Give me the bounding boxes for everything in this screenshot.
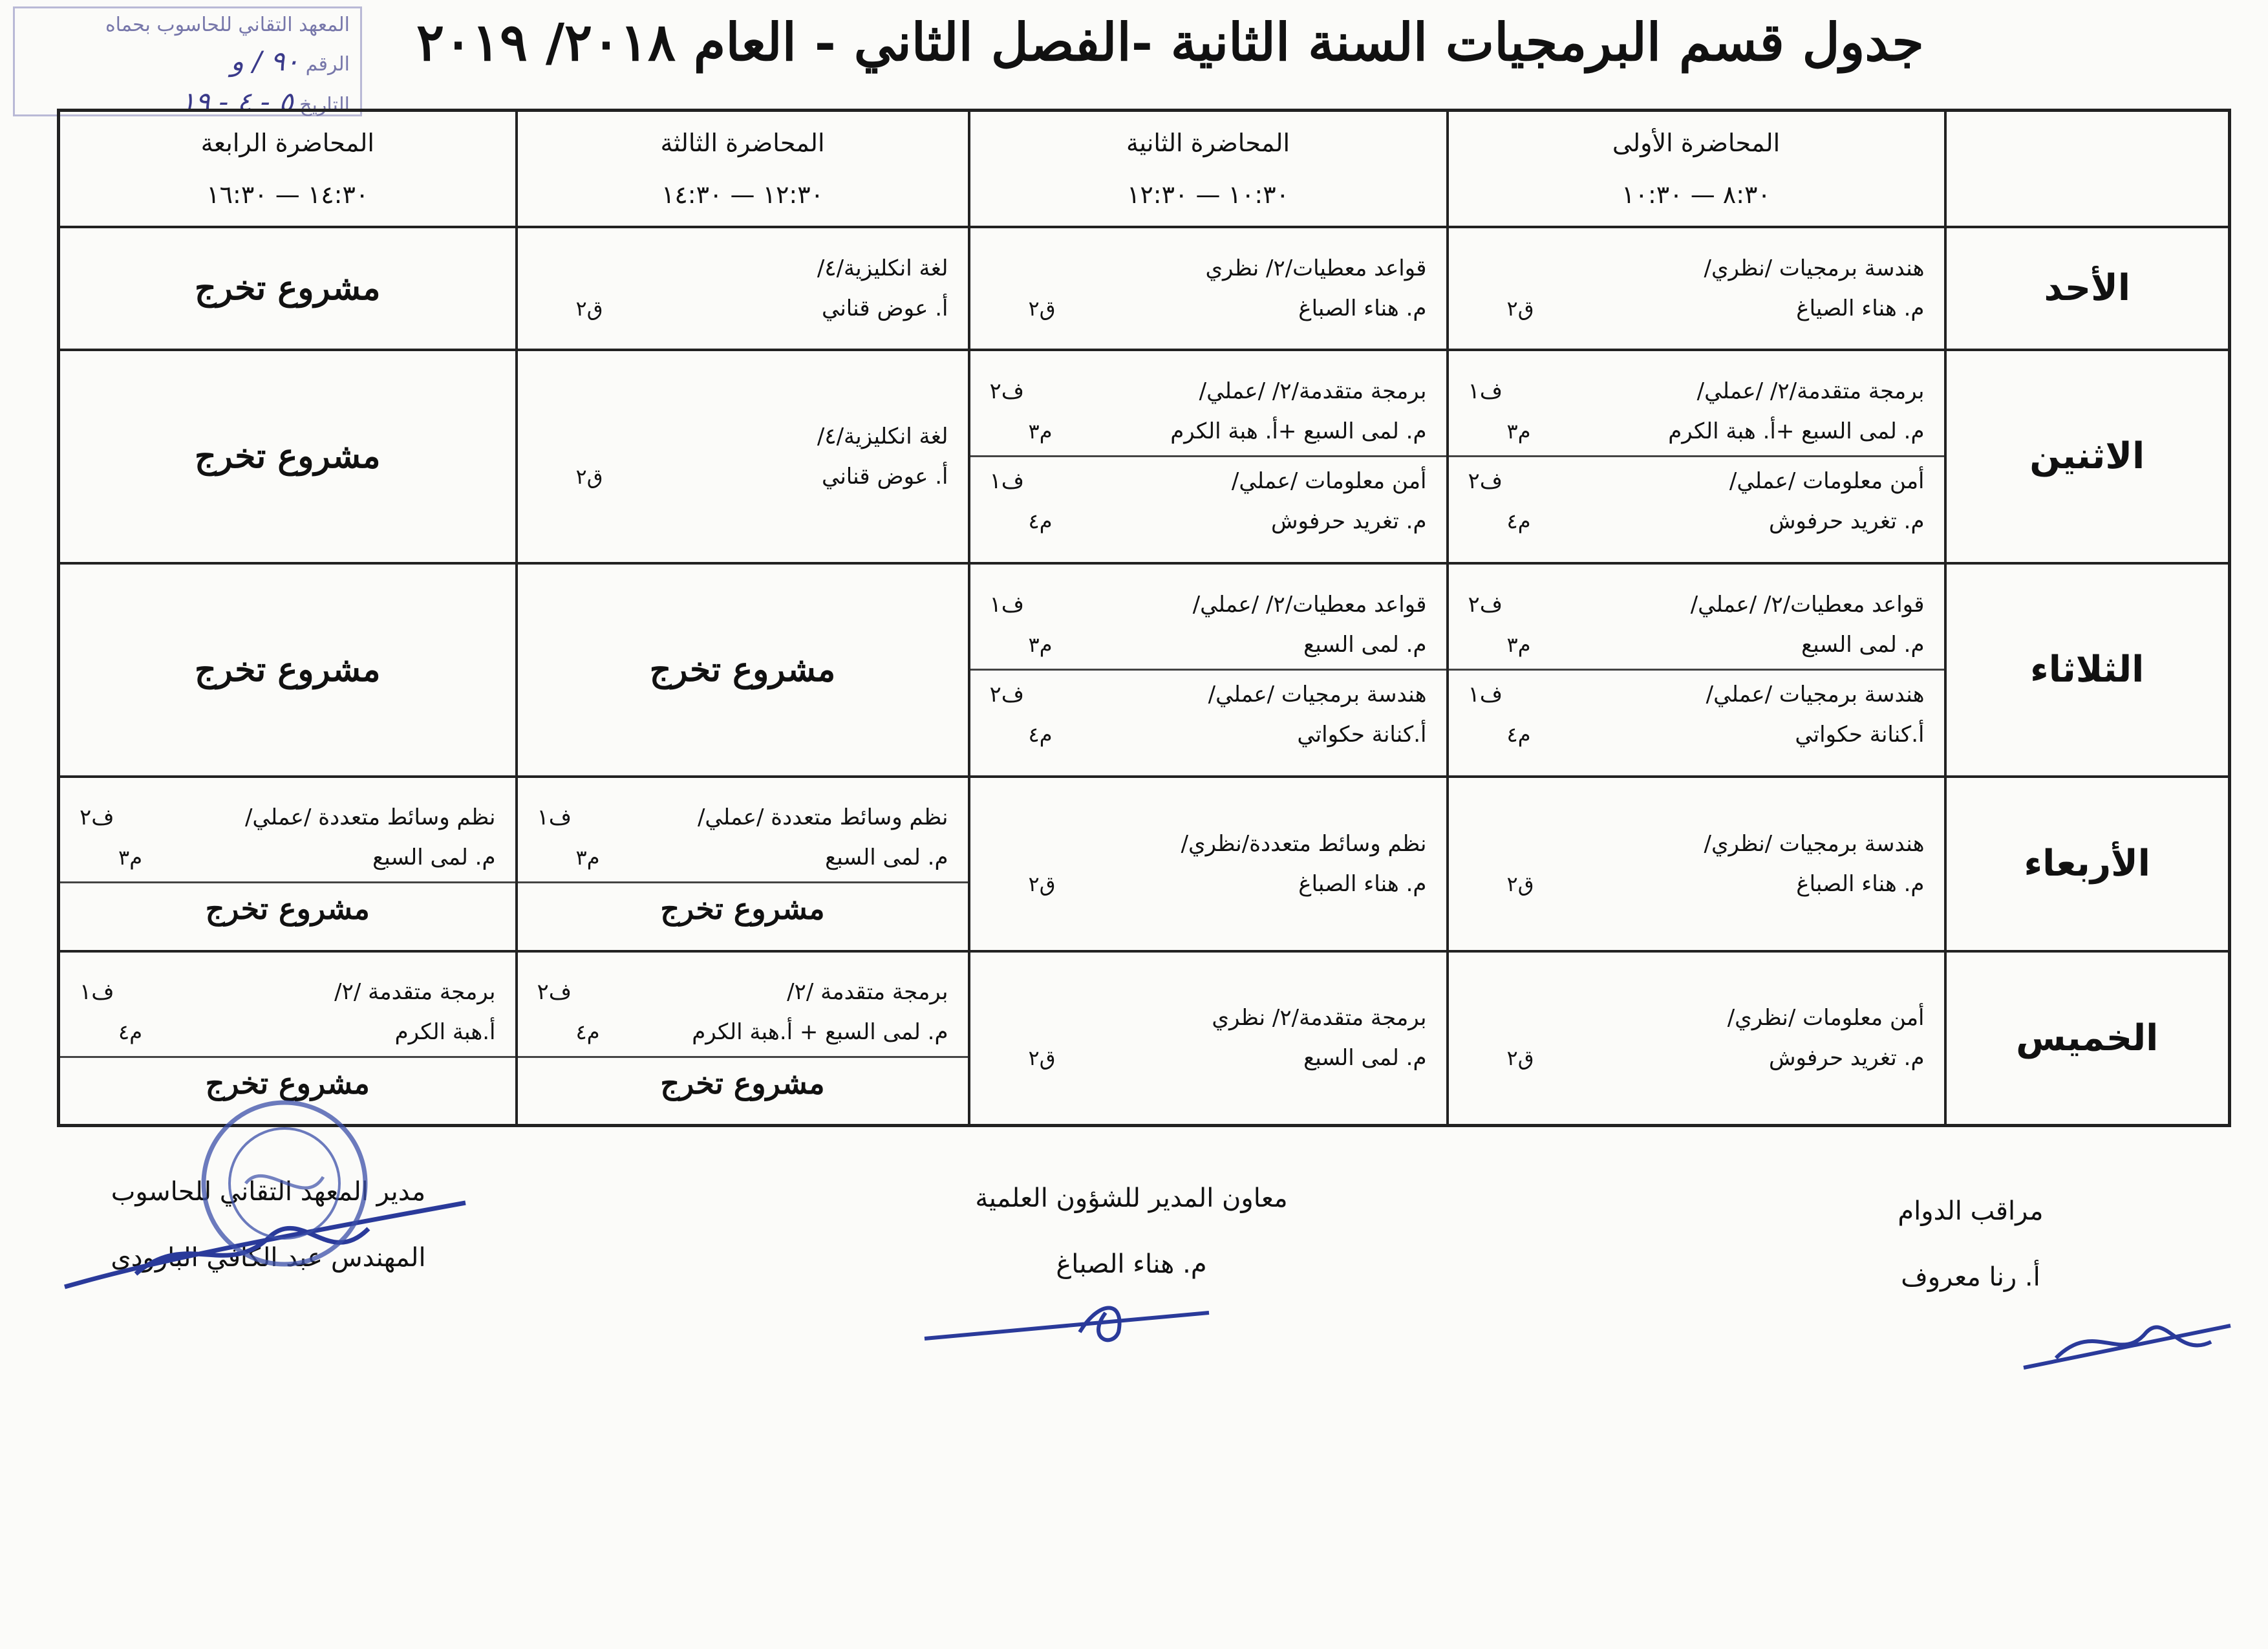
period-header-2: المحاضرة الثانية ١٠:٣٠ — ١٢:٣٠ — [969, 111, 1448, 227]
monitor-name: أ. رنا معروف — [1901, 1262, 2040, 1292]
reference-stamp-header: المعهد التقاني للحاسوب بحماه — [105, 14, 350, 36]
graduation-project-cell: مشروع تخرج — [59, 350, 517, 563]
schedule-cell: برمجة متقدمة /٢/ ف١ أ.هبة الكرم م٤ مشروع تخرج — [59, 951, 517, 1126]
day-row-sunday — [59, 227, 2230, 350]
day-row-tuesday — [59, 563, 2230, 777]
graduation-project-label: مشروع تخرج — [205, 891, 370, 926]
schedule-cell: أمن معلومات /نظري/ م. تغريد حرفوش ق٢ — [1448, 951, 1945, 1126]
schedule-cell: برمجة متقدمة/٢/ /عملي/ ف١ م. لمى السبع +أ. هبة الكرم م٣ أمن معلومات /عملي/ ف٢ م. تغريد حرفوش م٤ — [1448, 350, 1945, 563]
schedule-cell: برمجة متقدمة/٢/ نظري م. لمى السبع ق٢ — [969, 951, 1448, 1126]
header-row — [59, 111, 2230, 227]
reference-number-value: ٩٠ / و — [230, 45, 300, 77]
schedule-cell: نظم وسائط متعددة/نظري/ م. هناء الصباغ ق٢ — [969, 777, 1448, 951]
period-header-1: المحاضرة الأولى ٨:٣٠ — ١٠:٣٠ — [1448, 111, 1945, 227]
day-label: الثلاثاء — [1945, 563, 2230, 777]
schedule-cell: نظم وسائط متعددة /عملي/ ف٢ م. لمى السبع م٣ مشروع تخرج — [59, 777, 517, 951]
graduation-project-cell: مشروع تخرج — [59, 227, 517, 350]
graduation-project-cell: مشروع تخرج — [59, 563, 517, 777]
reference-number-label: الرقم — [305, 53, 350, 76]
graduation-project-cell: مشروع تخرج — [517, 563, 969, 777]
institute-stamp — [194, 1093, 375, 1274]
director-name: المهندس عبد الكافي البارودي — [111, 1243, 426, 1273]
graduation-project-label: مشروع تخرج — [660, 1065, 825, 1101]
page-title: جدول قسم البرمجيات السنة الثانية -الفصل الثاني - العام ٢٠١٨/ ٢٠١٩ — [416, 12, 1924, 72]
day-label: الأحد — [1945, 227, 2230, 350]
day-label: الخميس — [1945, 951, 2230, 1126]
period-header-3: المحاضرة الثالثة ١٢:٣٠ — ١٤:٣٠ — [517, 111, 969, 227]
deputy-signature-scribble — [918, 1287, 1215, 1358]
schedule-cell: قواعد معطيات/٢/ /عملي/ ف١ م. لمى السبع م٣ هندسة برمجيات /عملي/ ف٢ أ.كنانة حكواتي م٤ — [969, 563, 1448, 777]
day-row-wednesday — [59, 777, 2230, 951]
deputy-name: م. هناء الصباغ — [1056, 1249, 1207, 1279]
day-row-monday — [59, 350, 2230, 563]
schedule-cell: قواعد معطيات/٢/ /عملي/ ف٢ م. لمى السبع م٣ هندسة برمجيات /عملي/ ف١ أ.كنانة حكواتي م٤ — [1448, 563, 1945, 777]
day-row-thursday — [59, 951, 2230, 1126]
deputy-role: معاون المدير للشؤون العلمية — [975, 1183, 1288, 1213]
day-label: الأربعاء — [1945, 777, 2230, 951]
reference-date-value: ٥ - ٤ - ١٩ — [180, 86, 294, 118]
schedule-cell: هندسة برمجيات /نظري/ م. هناء الصباغ ق٢ — [1448, 777, 1945, 951]
director-role: مدير المعهد التقاني للحاسوب — [111, 1177, 426, 1207]
schedule-table — [57, 109, 2231, 1127]
graduation-project-label: مشروع تخرج — [660, 891, 825, 926]
corner-cell — [1945, 111, 2230, 227]
schedule-cell: لغة انكليزية/٤/ أ. عوض قناني ق٢ — [517, 227, 969, 350]
schedule-cell: هندسة برمجيات /نظري/ م. هناء الصياغ ق٢ — [1448, 227, 1945, 350]
schedule-cell: برمجة متقدمة /٢/ ف٢ م. لمى السبع + أ.هبة الكرم م٤ مشروع تخرج — [517, 951, 969, 1126]
day-label: الاثنين — [1945, 350, 2230, 563]
reference-stamp — [13, 6, 362, 116]
graduation-project-label: مشروع تخرج — [205, 1065, 370, 1101]
schedule-cell: برمجة متقدمة/٢/ /عملي/ ف٢ م. لمى السبع +أ. هبة الكرم م٣ أمن معلومات /عملي/ ف١ م. تغريد حرفوش م٤ — [969, 350, 1448, 563]
schedule-cell: نظم وسائط متعددة /عملي/ ف١ م. لمى السبع م٣ مشروع تخرج — [517, 777, 969, 951]
reference-date-label: التاريخ — [299, 94, 350, 116]
monitor-role: مراقب الدوام — [1898, 1196, 2044, 1226]
schedule-cell: قواعد معطيات/٢/ نظري م. هناء الصباغ ق٢ — [969, 227, 1448, 350]
period-header-4: المحاضرة الرابعة ١٤:٣٠ — ١٦:٣٠ — [59, 111, 517, 227]
schedule-cell: لغة انكليزية/٤/ أ. عوض قناني ق٢ — [517, 350, 969, 563]
monitor-signature-scribble — [2017, 1306, 2237, 1377]
